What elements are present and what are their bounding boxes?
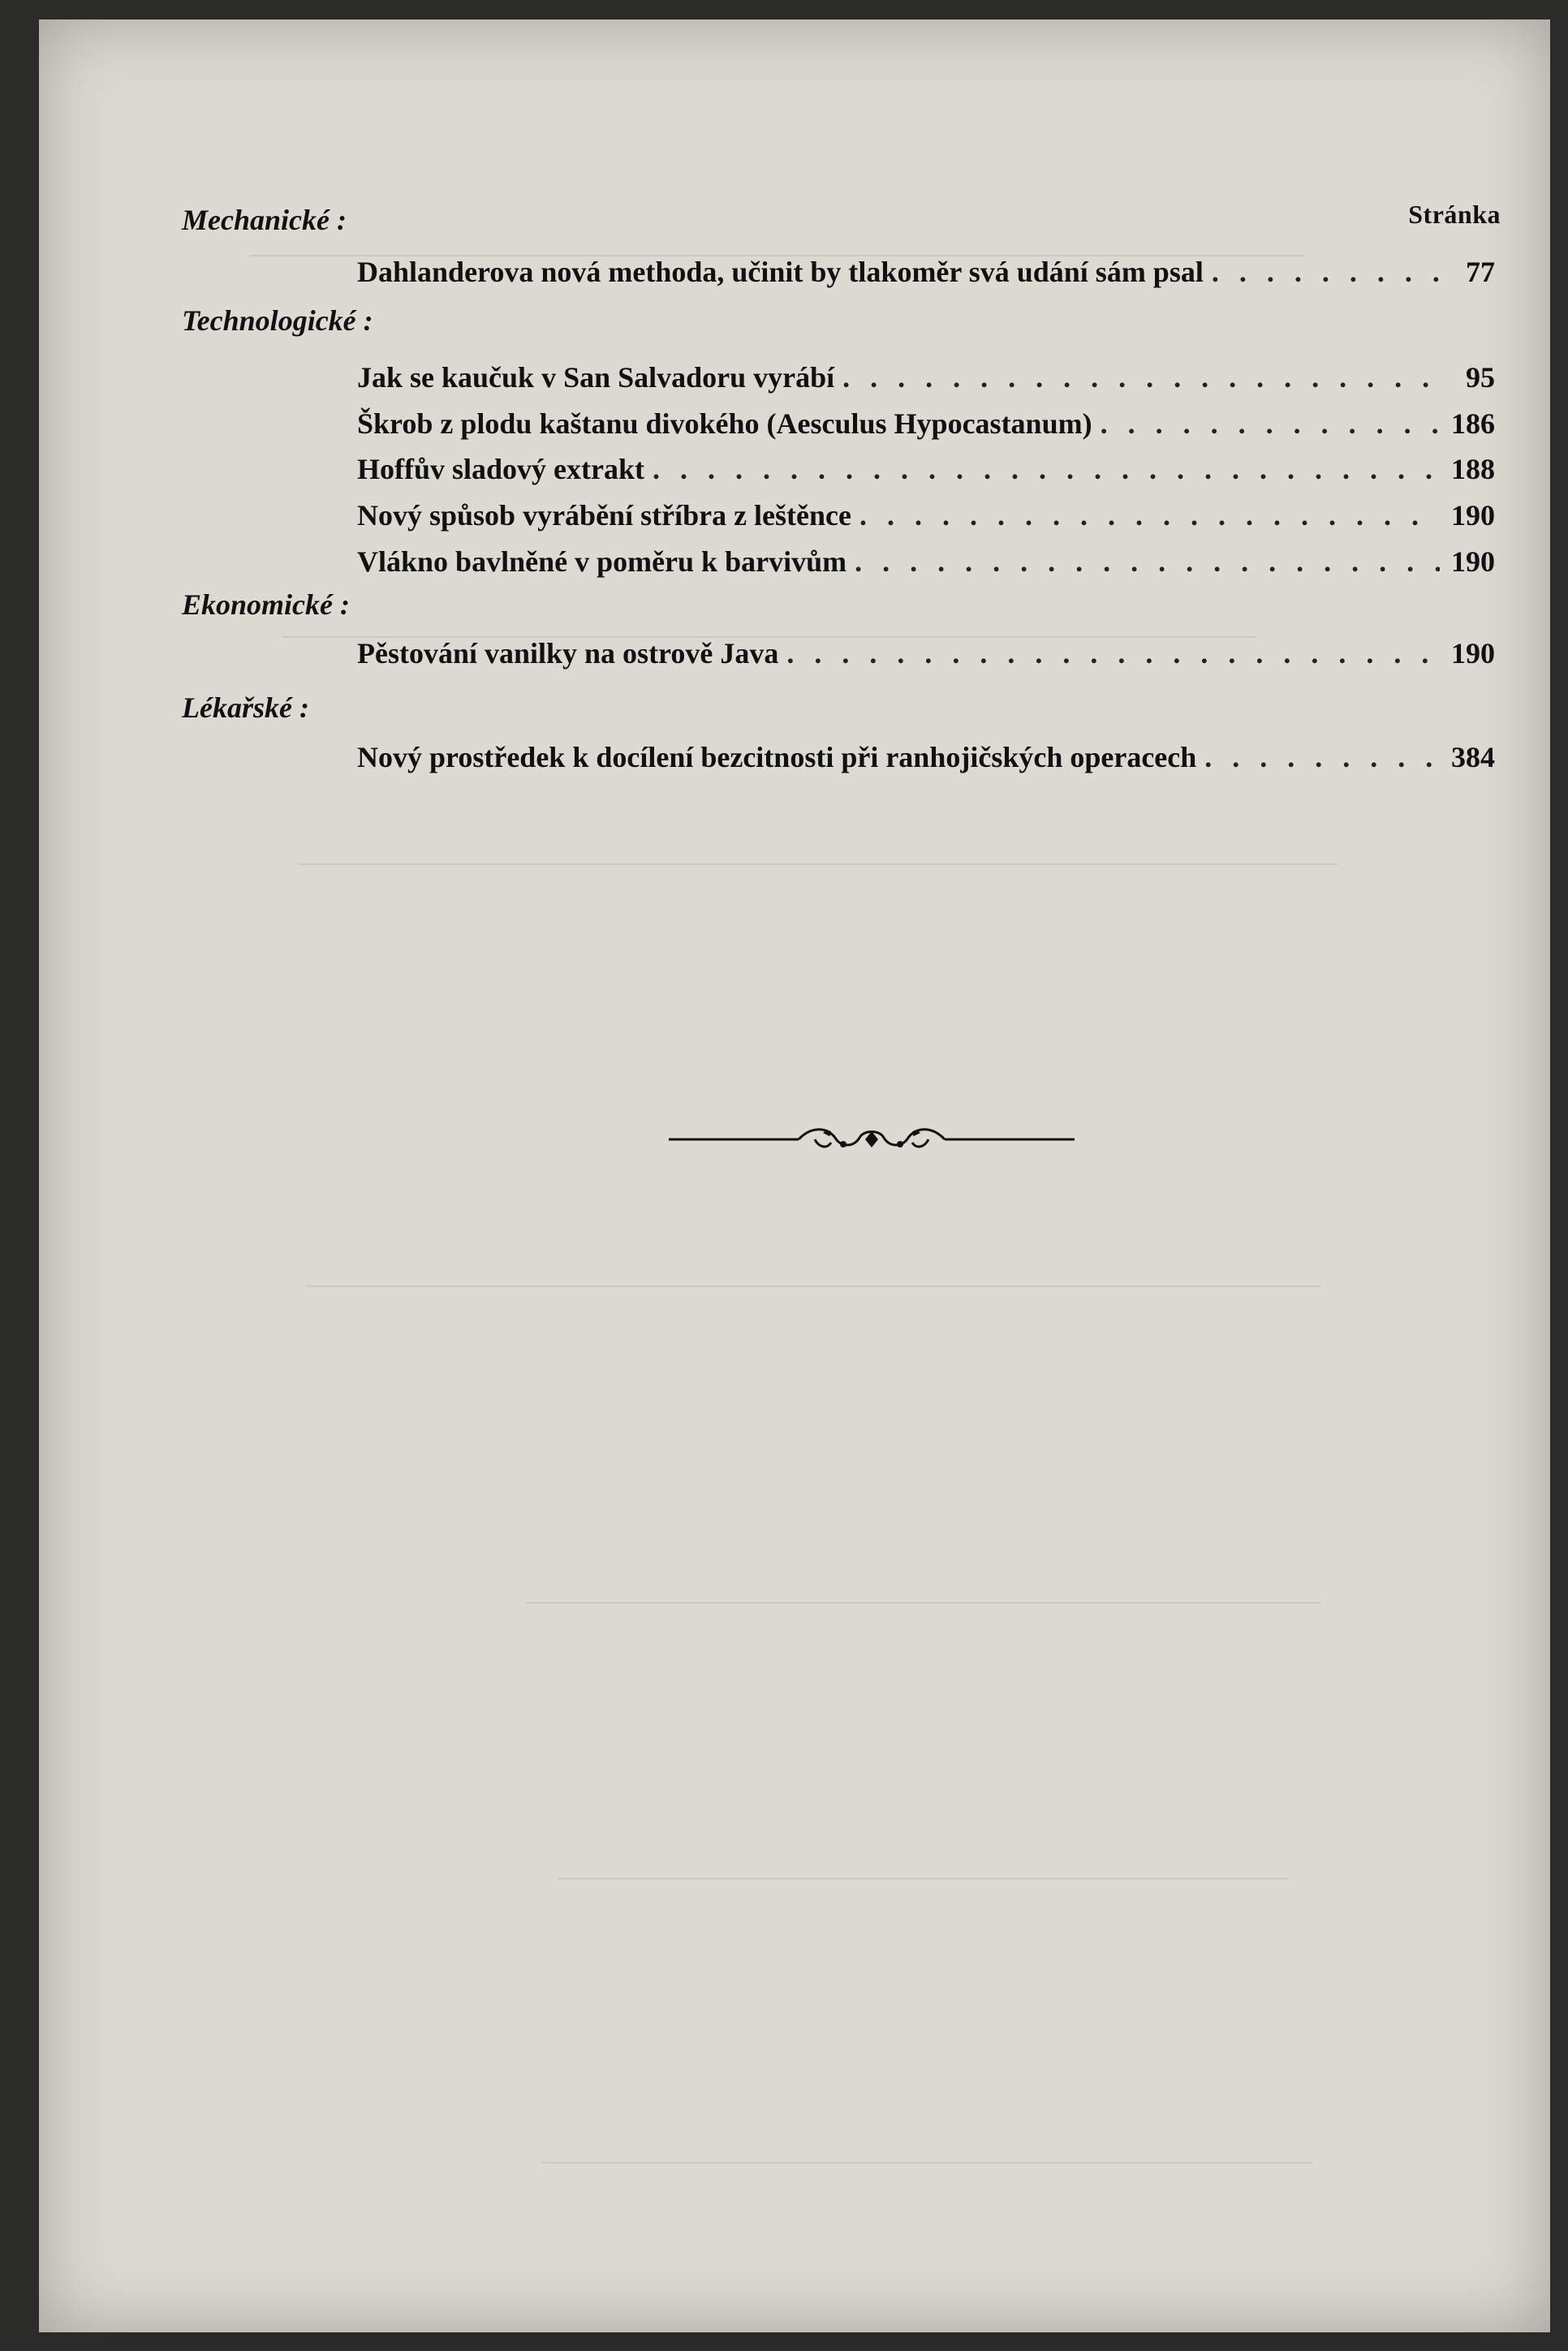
section-heading-mechanicke: Mechanické : <box>182 204 347 236</box>
toc-entry <box>357 407 1495 444</box>
entry-page-number: 95 <box>1466 361 1495 394</box>
entry-page-number: 190 <box>1451 499 1495 532</box>
dot-leader <box>1196 740 1440 774</box>
entry-title: Pěstování vanilky na ostrově Java <box>357 637 779 670</box>
toc-entry <box>357 636 1495 674</box>
dot-leader <box>1204 255 1441 289</box>
entry-title: Hoffův sladový extrakt <box>357 453 644 485</box>
toc-entry <box>357 452 1495 489</box>
toc-entry <box>357 255 1495 292</box>
entry-title: Dahlanderova nová methoda, učinit by tlakoměr svá udání sám psal <box>357 256 1204 288</box>
dot-leader <box>851 498 1440 532</box>
entry-page-number: 384 <box>1451 741 1495 773</box>
dot-leader <box>778 636 1440 670</box>
entry-page-number: 188 <box>1451 453 1495 485</box>
page-column-header: Stránka <box>1408 200 1501 229</box>
entry-page-number: 186 <box>1451 407 1495 440</box>
dot-leader <box>1092 407 1440 441</box>
dot-leader <box>834 360 1441 394</box>
dot-leader <box>846 545 1440 579</box>
section-heading-lekarske: Lékařské : <box>182 691 309 724</box>
entry-page-number: 190 <box>1451 637 1495 670</box>
scanned-page <box>39 19 1550 2332</box>
section-heading-technologicke: Technologické : <box>182 304 373 337</box>
table-of-contents <box>39 19 1550 2332</box>
entry-title: Vlákno bavlněné v poměru k barvivům <box>357 545 847 578</box>
entry-title: Nový spůsob vyrábění stříbra z leštěnce <box>357 499 851 532</box>
toc-entry <box>357 498 1495 536</box>
toc-entry <box>357 740 1495 777</box>
entry-title: Škrob z plodu kaštanu divokého (Aesculus Hypocastanum) <box>357 407 1092 440</box>
entry-title: Nový prostředek k docílení bezcitnosti při ranhojičských operacech <box>357 741 1197 773</box>
entry-page-number: 77 <box>1466 256 1495 288</box>
toc-entry <box>357 545 1495 582</box>
entry-page-number: 190 <box>1451 545 1495 578</box>
toc-entry <box>357 360 1495 398</box>
vine-ornament-icon <box>669 1123 1075 1156</box>
section-heading-ekonomicke: Ekonomické : <box>182 588 350 621</box>
dot-leader <box>644 452 1440 486</box>
entry-title: Jak se kaučuk v San Salvadoru vyrábí <box>357 361 835 394</box>
